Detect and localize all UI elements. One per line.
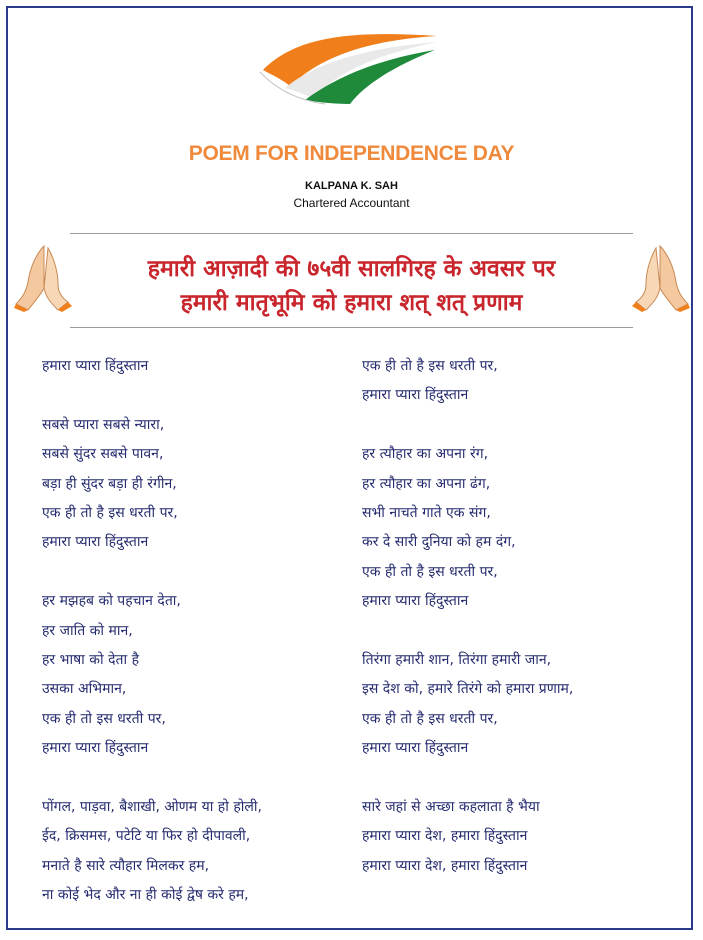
poem-line: हर भाषा को देता है: [42, 651, 139, 668]
poem-line: सारे जहां से अच्छा कहलाता है भैया: [362, 798, 540, 815]
poem-line: कर दे सारी दुनिया को हम दंग,: [362, 534, 516, 551]
poem-line: एक ही तो इस धरती पर,: [42, 710, 166, 727]
poem-line: हमारा प्यारा हिंदुस्तान: [362, 387, 469, 404]
stanza-break: [362, 763, 573, 792]
banner-line-2: हमारी मातृभूमि को हमारा शत् शत् प्रणाम: [180, 290, 523, 316]
poem-line: मनाते है सारे त्यौहार मिलकर हम,: [42, 857, 210, 874]
poem-line: ना कोई भेद और ना ही कोई द्वेष करे हम,: [42, 887, 249, 904]
banner-top-divider: [70, 233, 633, 234]
poem-line: हमारा प्यारा देश, हमारा हिंदुस्तान: [362, 857, 528, 874]
poem-line: एक ही तो है इस धरती पर,: [42, 504, 178, 521]
stanza-break: [362, 617, 573, 646]
poem-line: हमारा प्यारा हिंदुस्तान: [42, 740, 149, 757]
poem-line: एक ही तो है इस धरती पर,: [362, 710, 498, 727]
poem-line: हमारा प्यारा देश, हमारा हिंदुस्तान: [362, 828, 528, 845]
poem-line: एक ही तो है इस धरती पर,: [362, 358, 498, 374]
stanza-break: [362, 411, 573, 440]
poem-line: हमारा प्यारा हिंदुस्तान: [42, 358, 149, 374]
poem-line: हमारा प्यारा हिंदुस्तान: [362, 593, 469, 610]
poem-line: पोंगल, पाड़वा, बैशाखी, ओणम या हो होली,: [42, 798, 262, 815]
poem-line: ईद, क्रिसमस, पटेटि या फिर हो दीपावली,: [42, 828, 251, 845]
poem-line: हर मझहब को पहचान देता,: [42, 593, 181, 610]
author-role: Chartered Accountant: [293, 196, 410, 210]
poem-line: हर त्यौहार का अपना ढंग,: [362, 475, 491, 492]
banner-bottom-divider: [70, 327, 633, 328]
poem-line: सबसे प्यारा सबसे न्यारा,: [42, 416, 165, 433]
poem-line: उसका अभिमान,: [42, 681, 127, 698]
stanza-break: [42, 558, 262, 587]
poem-left-column: [42, 352, 262, 910]
poem-line: एक ही तो है इस धरती पर,: [362, 563, 498, 580]
tricolor-flag-swoosh-logo: [255, 28, 440, 108]
banner-line-1: हमारी आज़ादी की ७५वी सालगिरह के अवसर पर: [147, 256, 556, 282]
poem-line: हर जाति को मान,: [42, 622, 133, 639]
poem-line: हमारा प्यारा हिंदुस्तान: [42, 534, 149, 551]
page-title: POEM FOR INDEPENDENCE DAY: [188, 142, 515, 165]
stanza-break: [42, 763, 262, 792]
poem-line: हर त्यौहार का अपना रंग,: [362, 446, 489, 463]
poem-line: सबसे सुंदर सबसे पावन,: [42, 446, 164, 463]
poem-line: इस देश को, हमारे तिरंगे को हमारा प्रणाम,: [362, 681, 574, 698]
poem-right-column: [362, 352, 573, 881]
stanza-break: [42, 381, 262, 410]
poem-line: बड़ा ही सुंदर बड़ा ही रंगीन,: [42, 475, 177, 492]
poem-line: सभी नाचते गाते एक संग,: [362, 504, 491, 521]
poem-line: तिरंगा हमारी शान, तिरंगा हमारी जान,: [362, 651, 552, 668]
poem-line: हमारा प्यारा हिंदुस्तान: [362, 740, 469, 757]
author-name: KALPANA K. SAH: [305, 180, 398, 192]
